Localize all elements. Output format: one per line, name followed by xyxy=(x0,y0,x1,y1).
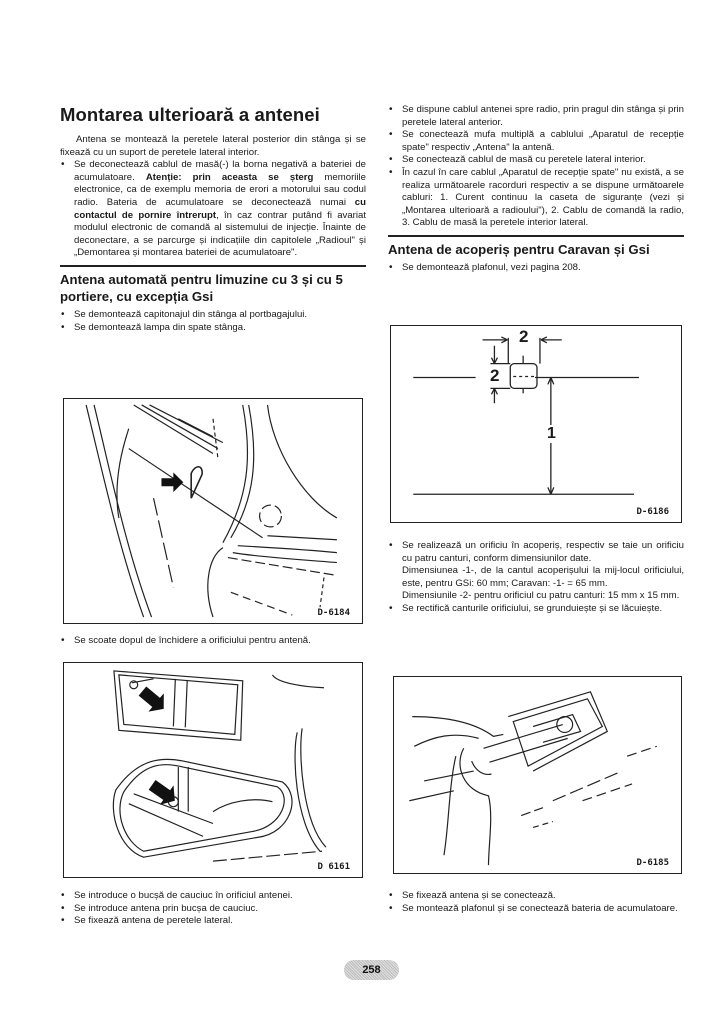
figure-label: D-6186 xyxy=(636,507,669,517)
list-item: • Se conectează cablul de masă cu peretele lateral interior. xyxy=(388,154,684,167)
page-number: 258 xyxy=(344,960,399,980)
roof-antenna-fixing-drawing xyxy=(394,677,681,873)
dimension-2-note: Dimensiunile -2- pentru orificiul cu patru canturi: 15 mm x 15 mm. xyxy=(402,590,680,602)
list-item: • Se fixează antena de peretele lateral. xyxy=(60,915,366,928)
dimension-1-note: Dimensiunea -1-, de la cantul acoperișului la mij-locul orificiului, este, pentru GSi: 60 mm; Caravan: -1- = 65 mm. xyxy=(402,565,684,589)
after-figure1 xyxy=(60,635,366,648)
figure-antenna-socket xyxy=(63,662,363,878)
list-item: • Se demontează plafonul, vezi pagina 208. xyxy=(388,262,684,275)
list-item: • Se demontează capitonajul din stânga al portbagajului. xyxy=(60,309,366,322)
after-figure4 xyxy=(388,890,684,915)
intro-paragraph: Antena se montează la peretele lateral posterior din stânga și se fixează cu un suport de peretele lateral interior. xyxy=(60,134,366,158)
figure-label: D-6185 xyxy=(636,858,669,868)
after-figure2 xyxy=(60,890,366,928)
dimension-2-vertical: 2 xyxy=(490,366,500,385)
figure-label: D-6184 xyxy=(317,608,350,618)
dimension-2-horizontal: 2 xyxy=(519,327,529,346)
section-title-automatic-antenna: Antena automată pentru limuzine cu 3 și cu 5 portiere, cu excepția Gsi xyxy=(60,271,343,304)
dimension-1: 1 xyxy=(547,425,556,442)
rear-panel-drawing xyxy=(64,399,362,623)
left-column-top xyxy=(60,104,366,334)
arrow-icon xyxy=(161,472,183,492)
cable-instructions xyxy=(388,104,684,230)
list-item: • Se demontează lampa din spate stânga. xyxy=(60,322,366,335)
list-item: • Se rectifică canturile orificiului, se grunduiește și se lăcuiește. xyxy=(388,603,684,616)
antenna-socket-drawing xyxy=(64,663,362,877)
figure-roof-dimensions xyxy=(390,325,682,523)
section-divider xyxy=(60,265,366,267)
arrow-icon xyxy=(135,682,172,718)
list-item: • Se montează plafonul și se conectează bateria de acumulatoare. xyxy=(388,903,684,916)
list-item: • Se introduce antena prin bucșa de cauciuc. xyxy=(60,903,366,916)
list-item: • Se introduce o bucșă de cauciuc în orificiul antenei. xyxy=(60,890,366,903)
list-item: • Se realizează un orificiu în acoperiș, respectiv se taie un orificiu cu patru canturi, conform dimensiunilor date. xyxy=(388,540,684,565)
list-item: • Se scoate dopul de închidere a orificiului pentru antenă. xyxy=(60,635,366,648)
figure-label: D 6161 xyxy=(317,862,350,872)
figure-rear-panel xyxy=(63,398,363,624)
list-item: • Se dispune cablul antenei spre radio, prin pragul din stânga și prin peretele lateral anterior. xyxy=(388,104,684,129)
section-title-roof-antenna: Antena de acoperiș pentru Caravan și Gsi xyxy=(388,241,650,257)
list-item: • Se conectează mufa multiplă a cablului „Aparatul de recepție spate" respectiv „Antena" la antenă. xyxy=(388,129,684,154)
after-figure3 xyxy=(388,540,684,616)
battery-instructions xyxy=(60,159,366,260)
figure-roof-antenna-fixing xyxy=(393,676,682,874)
list-item: • Se deconectează cablul de masă(-) la borna negativă a bateriei de acumulatoare. Atenție: prin aceasta se șterg memoriile electronice, ca de exemplu memoria de erori a motorului sau codul radio. Bateria de acumulatoare se deconectează numai cu contactul de pornire întrerupt, în caz contrar putând fi avariat modulul electronic de comandă al sistemului de injecție. Înainte de deconectare, a se parcurge și indicațiile din capitolele „Radioul" și „Demontarea și montarea bateriei de acumulatoare". xyxy=(60,159,366,260)
section2-list xyxy=(60,309,366,334)
page-title: Montarea ulterioară a antenei xyxy=(60,104,320,125)
list-item: • Se fixează antena și se conectează. xyxy=(388,890,684,903)
section-divider xyxy=(388,235,684,237)
roof-dimensions-drawing xyxy=(391,326,681,522)
list-item: • În cazul în care cablul „Aparatul de recepție spate" nu există, a se realiza următoarele racorduri respectiv a se dispune următoarele cabluri: 1. Curent continuu la caseta de siguranțe (vezi și „Montarea ulterioară a radioului"), 2. Cablu de comandă la radio, 3. Cablu de masă la peretele interior lateral. xyxy=(388,167,684,230)
right-column-top xyxy=(388,104,684,275)
